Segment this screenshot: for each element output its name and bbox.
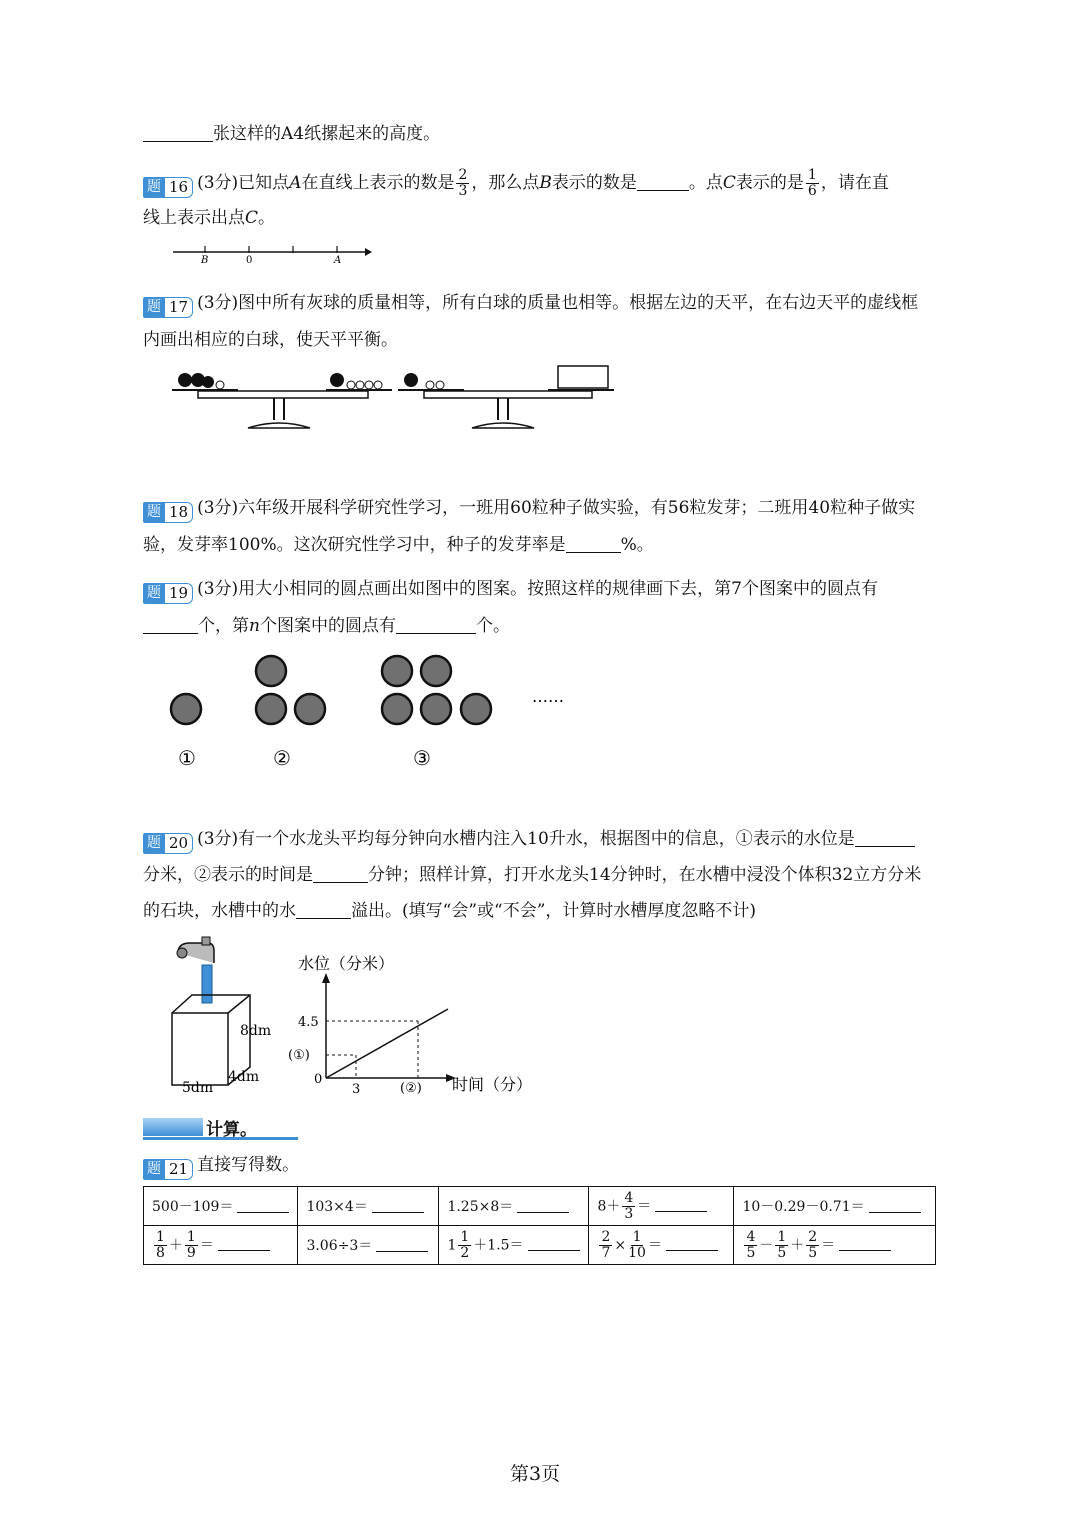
question-badge: 题 16 [143, 177, 193, 198]
faucet-icon [177, 937, 214, 1003]
calc-cell[interactable]: 3.06÷3＝ [298, 1226, 439, 1265]
question-badge: 题 18 [143, 502, 193, 523]
answer-blank[interactable] [637, 172, 689, 191]
answer-blank[interactable] [296, 900, 351, 919]
graph-origin: 0 [314, 1072, 323, 1087]
answer-blank[interactable] [855, 828, 915, 847]
table-row [144, 1187, 936, 1226]
balance-figure [168, 360, 618, 435]
q16-line2: 线上表示出点C。 [143, 208, 276, 228]
q18-line1: 题 18 (3分)六年级开展科学研究性学习，一班用60粒种子做实验，有56粒发芽；二班用40粒种子做实 [143, 496, 915, 523]
answer-blank[interactable] [566, 534, 621, 553]
q15-text: 张这样的A4纸摞起来的高度。 [213, 124, 441, 144]
table-row [144, 1226, 936, 1265]
graph-y-tick-45: 4.5 [298, 1015, 319, 1030]
box-height-label: 8dm [240, 1023, 272, 1039]
pattern-label-2: ② [273, 746, 291, 770]
page-number: 第3页 [510, 1463, 561, 1485]
answer-blank[interactable] [313, 864, 368, 883]
q19-line2: 个，第n个图案中的圆点有 个。 [143, 614, 510, 638]
question-badge: 题 19 [143, 583, 193, 604]
question-badge: 题 21 [143, 1159, 193, 1180]
q19-line1: 题 19 (3分)用大小相同的圆点画出如图中的图案。按照这样的规律画下去，第7个图案中的圆点有 [143, 577, 878, 604]
calc-cell[interactable]: 1.25×8＝ [439, 1187, 589, 1226]
calc-cell[interactable]: 1 $\frac{1}{2}$ ＋1.5＝ [439, 1226, 589, 1265]
question-badge: 题 20 [143, 833, 193, 854]
graph-x-tick-3: 3 [352, 1082, 361, 1097]
left-balance [172, 373, 392, 428]
answer-box[interactable] [558, 366, 608, 388]
q15-tail [143, 122, 440, 146]
graph-x-label: 时间（分） [452, 1075, 533, 1094]
q17-line2: 内画出相应的白球，使天平平衡。 [143, 330, 398, 350]
tank-and-graph [160, 935, 560, 1100]
graph-y-tick-q1: (①) [288, 1048, 310, 1063]
calc-cell[interactable]: 103×4＝ [298, 1187, 439, 1226]
calc-cell[interactable]: 10－0.29－0.71＝ [734, 1187, 936, 1226]
q17-line1: 题 17 (3分)图中所有灰球的质量相等，所有白球的质量也相等。根据左边的天平，在右边天平的虚线框 [143, 291, 918, 318]
q20-line2: 分米，②表示的时间是 分钟；照样计算，打开水龙头14分钟时，在水槽中浸没个体积32立方分米 [143, 865, 922, 885]
calc-cell[interactable]: $\frac{2}{7}$ × $\frac{1}{10}$ ＝ [589, 1226, 734, 1265]
zero-label: 0 [246, 255, 253, 266]
water-level-graph [322, 973, 456, 1082]
graph-y-label: 水位（分米） [298, 954, 395, 973]
answer-blank[interactable] [143, 123, 213, 142]
q16-line1: 题 16 (3分)已知点A在直线上表示的数是 $\frac{2}{3}$ ，那么点B表示的数是 。点C表示的是 $\frac{1}{6}$ ，请在直 [143, 168, 889, 199]
calc-table [143, 1186, 936, 1265]
box-length-label: 5dm [182, 1080, 214, 1096]
ellipsis: …… [532, 687, 564, 706]
calc-cell[interactable]: $\frac{1}{8}$ ＋ $\frac{1}{9}$ ＝ [144, 1226, 298, 1265]
q18-line2: 验，发芽率100%。这次研究性学习中，种子的发芽率是 %。 [143, 535, 654, 555]
pattern-label-3: ③ [413, 746, 431, 770]
point-b-label: B [201, 255, 209, 266]
fraction: $\frac{2}{3}$ [458, 167, 468, 199]
answer-blank[interactable] [143, 615, 198, 634]
section-title: 计算。 [206, 1120, 257, 1140]
calc-cell[interactable]: 8＋ $\frac{4}{3}$ ＝ [589, 1187, 734, 1226]
number-line[interactable] [165, 240, 375, 266]
section-marker [143, 1118, 203, 1136]
q20-line1: 题 20 (3分)有一个水龙头平均每分钟向水槽内注入10升水，根据图中的信息，①表示的水位是 [143, 827, 915, 854]
calc-cell[interactable]: 500－109＝ [144, 1187, 298, 1226]
answer-blank[interactable] [396, 615, 476, 634]
q20-line3: 的石块，水槽中的水 溢出。(填写“会”或“不会”，计算时水槽厚度忽略不计) [143, 901, 757, 921]
graph-x-tick-q2: (②) [400, 1081, 422, 1096]
fraction: $\frac{1}{6}$ [807, 167, 817, 199]
dot-pattern [160, 650, 580, 775]
calc-cell[interactable]: $\frac{4}{5}$ － $\frac{1}{5}$ ＋ $\frac{2}{5}$ ＝ [734, 1226, 936, 1265]
q21-line1: 题 21 直接写得数。 [143, 1153, 299, 1180]
pattern-label-1: ① [178, 746, 196, 770]
question-badge: 题 17 [143, 297, 193, 318]
box-width-label: 4dm [228, 1069, 260, 1085]
right-balance [398, 366, 614, 428]
point-a-label: A [334, 255, 342, 266]
